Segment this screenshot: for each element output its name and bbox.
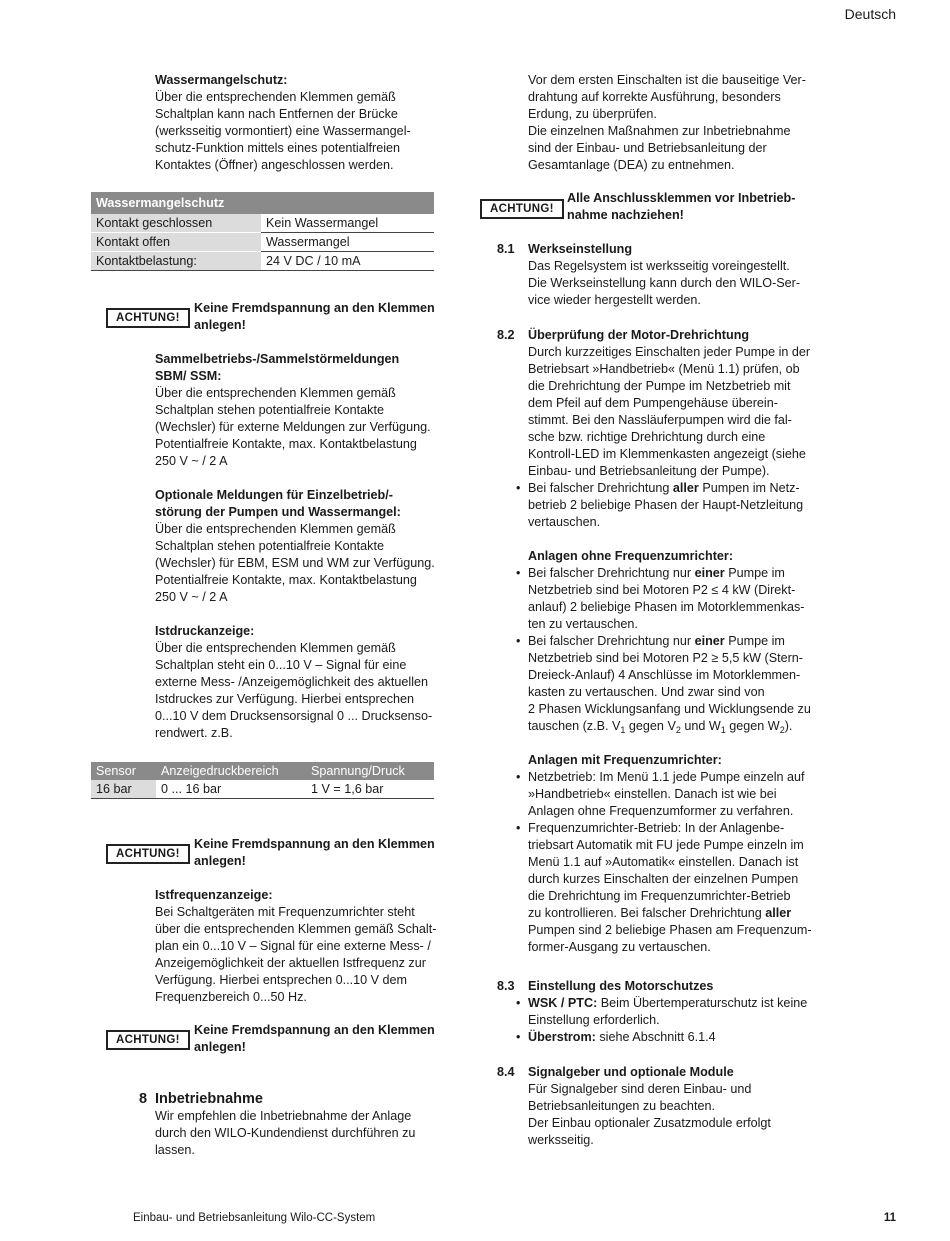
text-line: Einbau- und Betriebsanleitung der Pumpe). — [528, 464, 770, 478]
table-row — [91, 214, 434, 233]
text-span: 2 Phasen Wicklungsanfang und Wicklungsende zu — [528, 702, 811, 716]
section-number: 8 — [139, 1091, 148, 1107]
section-title: Anlagen mit Frequenzumrichter: — [528, 753, 722, 767]
text-line: Keine Fremdspannung an den Klemmen — [194, 301, 435, 315]
text-span: die Drehrichtung im Frequenzumrichter-Betrieb — [528, 889, 791, 903]
language-label: Deutsch — [844, 6, 896, 22]
s84-section — [528, 1064, 828, 1149]
section-title: Sammelbetriebs-/Sammelstörmeldungen — [155, 352, 400, 366]
s83-section — [528, 978, 828, 1046]
text-line: (Wechsler) für EBM, ESM und WM zur Verfügung. — [155, 556, 435, 570]
list-item — [528, 480, 828, 531]
page-number: 11 — [883, 1212, 896, 1224]
text-line: Kontaktes (Öffner) angeschlossen werden. — [155, 158, 394, 172]
table-cell: Kontakt offen — [91, 233, 261, 252]
text-span: Netzbetrieb sind bei Motoren P2 ≥ 5,5 kW (Stern- — [528, 651, 803, 665]
text-line: Wir empfehlen die Inbetriebnahme der Anlage — [155, 1109, 412, 1123]
text-span: Menü 1.1 auf »Automatik« einstellen. Danach ist — [528, 855, 799, 869]
bullet-list — [528, 995, 828, 1046]
text-span: Anlagen ohne Frequenzumformer zu verfahren. — [528, 804, 794, 818]
text-line: sind der Einbau- und Betriebsanleitung der — [528, 141, 767, 155]
table-row — [91, 252, 434, 271]
list-item — [528, 995, 828, 1029]
wassermangel-table — [91, 192, 434, 271]
subscript: 2 — [779, 725, 785, 735]
text-line: Vor dem ersten Einschalten ist die bauseitige Ver- — [528, 73, 806, 87]
text-line: Verfügung. Hierbei entsprechen 0...10 V dem — [155, 973, 408, 987]
table-row — [91, 780, 434, 799]
table-cell: Kein Wassermangel — [261, 214, 434, 233]
warning-text — [567, 190, 827, 224]
text-line: anlegen! — [194, 1040, 246, 1054]
list-item — [528, 1029, 828, 1046]
text-line: Schaltplan steht ein 0...10 V – Signal für eine — [155, 658, 407, 672]
text-line: 0...10 V dem Drucksensorsignal 0 ... Drucksenso- — [155, 709, 433, 723]
text-span: triebsart Automatik mit FU jede Pumpe einzeln im — [528, 838, 804, 852]
text-line: Über die entsprechenden Klemmen gemäß — [155, 90, 396, 104]
text-span: Dreieck-Anlauf) 4 Anschlüsse im Motorklemmen- — [528, 668, 801, 682]
bold-span: aller — [672, 481, 699, 495]
list-item — [528, 633, 828, 735]
text-span: gegen W — [725, 719, 780, 733]
section-number: 8.2 — [497, 328, 515, 342]
text-span: durch kurzes Einschalten der einzelnen Pumpen — [528, 872, 799, 886]
section-title: störung der Pumpen und Wassermangel: — [155, 505, 401, 519]
bold-span: Überstrom: — [528, 1030, 596, 1044]
text-line: Über die entsprechenden Klemmen gemäß — [155, 522, 396, 536]
s81-section — [528, 241, 828, 309]
sec8-section — [155, 1090, 445, 1159]
text-line: drahtung auf korrekte Ausführung, besonders — [528, 90, 781, 104]
achtung-badge: ACHTUNG! — [106, 844, 190, 864]
text-span: ten zu vertauschen. — [528, 617, 638, 631]
text-span: Pumpen im Netz- — [698, 481, 800, 495]
text-line: anlegen! — [194, 318, 246, 332]
section-number: 8.1 — [497, 242, 515, 256]
text-line: über die entsprechenden Klemmen gemäß Schalt- — [155, 922, 437, 936]
text-span: Pumpe im — [724, 566, 785, 580]
text-line: Der Einbau optionaler Zusatzmodule erfolgt — [528, 1116, 771, 1130]
text-span: vertauschen. — [528, 515, 601, 529]
achtung-badge: ACHTUNG! — [480, 199, 564, 219]
text-line: werksseitig. — [528, 1133, 594, 1147]
text-span: anlauf) 2 beliebige Phasen im Motorklemmenkas- — [528, 600, 805, 614]
text-line: Potentialfreie Kontakte, max. Kontaktbelastung — [155, 573, 417, 587]
text-span: und W — [680, 719, 721, 733]
text-span: »Handbetrieb« einstellen. Danach ist wie bei — [528, 787, 777, 801]
text-line: Die Werkseinstellung kann durch den WILO-Ser- — [528, 276, 801, 290]
text-span: Bei falscher Drehrichtung nur — [528, 566, 695, 580]
text-line: Erdung, zu überprüfen. — [528, 107, 657, 121]
text-line: dem Pfeil auf dem Pumpengehäuse überein- — [528, 396, 778, 410]
text-line: die Drehrichtung der Pumpe im Netzbetrieb mit — [528, 379, 791, 393]
subscript: 1 — [620, 725, 626, 735]
text-line: Alle Anschlussklemmen vor Inbetrieb- — [567, 191, 796, 205]
text-span: Pumpen sind 2 beliebige Phasen am Frequenzum- — [528, 923, 812, 937]
table-header: Wassermangelschutz — [91, 192, 434, 214]
text-line: Bei Schaltgeräten mit Frequenzumrichter steht — [155, 905, 415, 919]
warning-text — [194, 300, 444, 334]
text-line: rendwert. z.B. — [155, 726, 233, 740]
bold-span: WSK / PTC: — [528, 996, 598, 1010]
wms-title: Wassermangelschutz: — [155, 73, 288, 87]
text-line: Die einzelnen Maßnahmen zur Inbetriebnahme — [528, 124, 791, 138]
text-line: Schaltplan stehen potentialfreie Kontakte — [155, 539, 384, 553]
text-span — [528, 719, 792, 733]
text-line: Istdruckes zur Verfügung. Hierbei entsprechen — [155, 692, 415, 706]
text-span: ). — [784, 719, 793, 733]
subscript: 1 — [720, 725, 726, 735]
table-row — [91, 233, 434, 252]
text-line: 250 V ~ / 2 A — [155, 454, 228, 468]
text-line: Durch kurzzeitiges Einschalten jeder Pumpe in der — [528, 345, 811, 359]
text-span: gegen V — [625, 719, 676, 733]
text-line: Potentialfreie Kontakte, max. Kontaktbelastung — [155, 437, 417, 451]
text-span: betrieb 2 beliebige Phasen der Haupt-Netzleitung — [528, 498, 804, 512]
text-span: Netzbetrieb: Im Menü 1.1 jede Pumpe einzeln auf — [528, 770, 805, 784]
intro-section — [528, 72, 828, 174]
bold-span: einer — [694, 634, 725, 648]
warning-text — [194, 1022, 444, 1056]
footer-doc-title: Einbau- und Betriebsanleitung Wilo-CC-System — [133, 1212, 376, 1224]
section-title: Einstellung des Motorschutzes — [528, 979, 714, 993]
text-line: Über die entsprechenden Klemmen gemäß — [155, 386, 396, 400]
text-line: schutz-Funktion mittels eines potentialfreien — [155, 141, 401, 155]
text-line: plan ein 0...10 V – Signal für eine externe Mess- / — [155, 939, 431, 953]
section-title: Optionale Meldungen für Einzelbetrieb/- — [155, 488, 393, 502]
text-line: (Wechsler) für externe Meldungen zur Verfügung. — [155, 420, 431, 434]
text-line: Kontroll-LED im Klemmenkasten angezeigt (siehe — [528, 447, 806, 461]
text-line: Schaltplan kann nach Entfernen der Brücke — [155, 107, 398, 121]
table-header: Spannung/Druck — [306, 762, 434, 780]
wms-section — [155, 72, 445, 174]
section-title: SBM/ SSM: — [155, 369, 222, 383]
text-line: Für Signalgeber sind deren Einbau- und — [528, 1082, 752, 1096]
table-cell: 16 bar — [91, 780, 156, 799]
text-line: Das Regelsystem ist werksseitig voreingestellt. — [528, 259, 790, 273]
subscript: 2 — [675, 725, 681, 735]
section-number: 8.3 — [497, 979, 515, 993]
bold-span: aller — [765, 906, 792, 920]
text-span: siehe Abschnitt 6.1.4 — [595, 1030, 716, 1044]
text-span: Beim Übertemperaturschutz ist keine — [597, 996, 808, 1010]
list-item — [528, 769, 828, 820]
text-span: zu kontrollieren. Bei falscher Drehrichtung — [528, 906, 766, 920]
wms-body — [155, 89, 445, 174]
table-header: Sensor — [91, 762, 156, 780]
text-line: Schaltplan stehen potentialfreie Kontakte — [155, 403, 384, 417]
text-line: lassen. — [155, 1143, 195, 1157]
achtung-badge: ACHTUNG! — [106, 1030, 190, 1050]
section-title: Überprüfung der Motor-Drehrichtung — [528, 328, 750, 342]
section-title: Werkseinstellung — [528, 242, 633, 256]
text-line: Keine Fremdspannung an den Klemmen — [194, 837, 435, 851]
freq-section — [155, 887, 445, 1006]
s82-section — [528, 327, 828, 956]
text-line: 250 V ~ / 2 A — [155, 590, 228, 604]
text-line: (werksseitig vormontiert) eine Wassermangel- — [155, 124, 411, 138]
text-line: Betriebsanleitungen zu beachten. — [528, 1099, 715, 1113]
text-span: kasten zu vertauschen. Und zwar sind von — [528, 685, 765, 699]
text-span: Netzbetrieb sind bei Motoren P2 ≤ 4 kW (Direkt- — [528, 583, 796, 597]
text-span: Einstellung erforderlich. — [528, 1013, 660, 1027]
table-cell: 24 V DC / 10 mA — [261, 252, 434, 271]
text-line: durch den WILO-Kundendienst durchführen zu — [155, 1126, 416, 1140]
bullet-list — [528, 769, 828, 956]
table-cell: Kontakt geschlossen — [91, 214, 261, 233]
section-title: Inbetriebnahme — [155, 1091, 263, 1107]
text-line: nahme nachziehen! — [567, 208, 684, 222]
bullet-list — [528, 480, 828, 531]
text-line: externe Mess- /Anzeigemöglichkeit des aktuellen — [155, 675, 429, 689]
text-line: Anzeigemöglichkeit der aktuellen Istfrequenz zur — [155, 956, 426, 970]
text-span: Frequenzumrichter-Betrieb: In der Anlagenbe- — [528, 821, 785, 835]
table-cell: Kontaktbelastung: — [91, 252, 261, 271]
text-span: Pumpe im — [724, 634, 785, 648]
achtung-badge: ACHTUNG! — [106, 308, 190, 328]
text-line: Keine Fremdspannung an den Klemmen — [194, 1023, 435, 1037]
table-cell: 0 ... 16 bar — [156, 780, 306, 799]
section-title: Anlagen ohne Frequenzumrichter: — [528, 549, 734, 563]
text-line: Frequenzbereich 0...50 Hz. — [155, 990, 307, 1004]
table-cell: 1 V = 1,6 bar — [306, 780, 434, 799]
bold-span: einer — [694, 566, 725, 580]
text-line: sche bzw. richtige Drehrichtung durch eine — [528, 430, 766, 444]
list-item — [528, 565, 828, 633]
text-line: Gesamtanlage (DEA) zu entnehmen. — [528, 158, 735, 172]
sensor-table — [91, 762, 434, 799]
warning-text — [194, 836, 444, 870]
text-line: Betriebsart »Handbetrieb« (Menü 1.1) prüfen, ob — [528, 362, 800, 376]
text-line: anlegen! — [194, 854, 246, 868]
text-span: former-Ausgang zu vertauschen. — [528, 940, 711, 954]
section-number: 8.4 — [497, 1065, 515, 1079]
text-line: stimmt. Bei den Nassläuferpumpen wird die fal- — [528, 413, 792, 427]
text-span: Bei falscher Drehrichtung — [528, 481, 673, 495]
bullet-list — [528, 565, 828, 735]
list-item — [528, 820, 828, 956]
table-header: Anzeigedruckbereich — [156, 762, 306, 780]
table-cell: Wassermangel — [261, 233, 434, 252]
text-line: vice wieder hergestellt werden. — [528, 293, 701, 307]
section-title: Istdruckanzeige: — [155, 624, 255, 638]
text-line: Über die entsprechenden Klemmen gemäß — [155, 641, 396, 655]
section-title: Signalgeber und optionale Module — [528, 1065, 734, 1079]
text-span: tauschen (z.B. V — [528, 719, 621, 733]
sbm-section — [155, 351, 445, 742]
text-span: Bei falscher Drehrichtung nur — [528, 634, 695, 648]
section-title: Istfrequenzanzeige: — [155, 888, 273, 902]
